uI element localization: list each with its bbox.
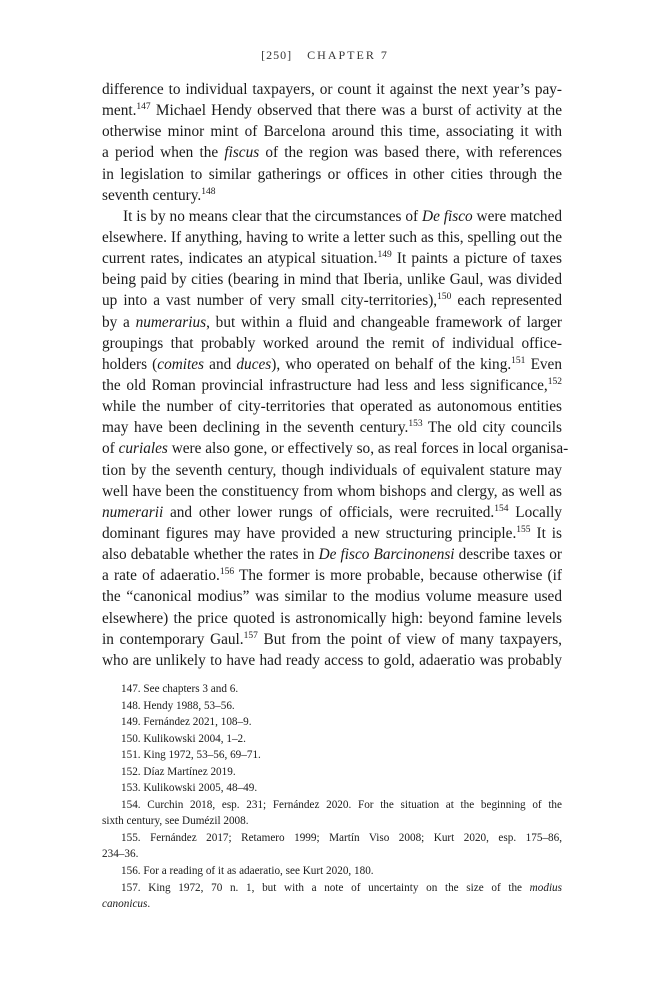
- text-line: difference to individual taxpayers, or count it against the next year’s pay-: [102, 81, 562, 98]
- footnote: 156. For a reading of it as adaeratio, see Kurt 2020, 180.: [121, 865, 374, 878]
- body-text: [102, 79, 569, 671]
- text-line: being paid by cities (bearing in mind that Iberia, unlike Gaul, was divided: [102, 271, 562, 289]
- text-line: in legislation to similar gatherings or offices in other cities through the: [102, 165, 562, 183]
- footnote-ref[interactable]: 157: [243, 630, 258, 641]
- text-line: ment.$^{147}$ Michael Hendy observed that there was a burst of activity at the: [102, 102, 562, 120]
- footnote-ref[interactable]: 153: [408, 419, 423, 430]
- footnote-ref[interactable]: 151: [511, 355, 526, 366]
- footnote-continued: 234–36.: [102, 848, 139, 861]
- text-line: tion by the seventh century, though individuals of equivalent stature may: [102, 461, 562, 479]
- footnote: 155. Fernández 2017; Retamero 1999; Martín Viso 2008; Kurt 2020, esp. 175–86,: [121, 831, 562, 844]
- footnote-continued: sixth century, see Dumézil 2008.: [102, 815, 249, 828]
- text-line: who are unlikely to have had ready access to gold, adaeratio was probably: [102, 651, 562, 669]
- footnote-continued: canonicus.: [102, 898, 151, 911]
- page-number: [250]: [261, 48, 293, 62]
- chapter-title: CHAPTER 7: [307, 48, 389, 62]
- text-line: elsewhere. If anything, having to write a letter such as this, spelling out the: [102, 228, 562, 246]
- footnote-ref[interactable]: 150: [437, 292, 452, 303]
- footnote-ref[interactable]: 147: [136, 102, 151, 113]
- footnote-ref[interactable]: 152: [547, 376, 562, 387]
- text-line: numerarii and other lower rungs of officials, were recruited.$^{154}$ Locally: [102, 503, 562, 521]
- text-line: up into a vast number of very small city-territories),$^{150}$ each represented: [102, 292, 562, 310]
- footnotes: [102, 681, 562, 913]
- text-line: It is by no means clear that the circumstances of De fisco were matched: [123, 207, 563, 225]
- text-line: of curiales were also gone, or effectively so, as real forces in local organisa-: [102, 440, 569, 458]
- text-line: while the number of city-territories that operated as autonomous entities: [102, 398, 562, 416]
- text-line: a rate of adaeratio.$^{156}$ The former is more probable, because otherwise (if: [102, 567, 562, 585]
- text-line: otherwise minor mint of Barcelona around this time, associating it with: [102, 123, 562, 141]
- text-line: the old Roman provincial infrastructure had less and less significance,$^{152}$: [102, 376, 562, 394]
- footnote: 147. See chapters 3 and 6.: [121, 683, 239, 695]
- footnote: 150. Kulikowski 2004, 1–2.: [121, 732, 246, 745]
- text-line: may have been declining in the seventh century.$^{153}$ The old city councils: [102, 419, 563, 437]
- footnote: 148. Hendy 1988, 53–56.: [121, 699, 235, 712]
- running-header: [0, 48, 650, 63]
- text-line: seventh century.$^{148}$: [102, 186, 216, 204]
- text-line: elsewhere) the price quoted is astronomically high: beyond famine levels: [102, 609, 562, 627]
- text-line: current rates, indicates an atypical situation.$^{149}$ It paints a picture of taxes: [102, 250, 562, 268]
- footnote-ref[interactable]: 156: [219, 567, 235, 578]
- footnote: 153. Kulikowski 2005, 48–49.: [121, 782, 258, 795]
- footnote: 152. Díaz Martínez 2019.: [121, 765, 236, 778]
- footnote-ref[interactable]: 154: [494, 503, 509, 514]
- text-line: a period when the fiscus of the region was based there, with references: [102, 144, 562, 162]
- text-line: dominant figures may have provided a new structuring principle.$^{155}$ It is: [102, 524, 562, 542]
- text-line: the “canonical modius” was similar to the modius volume measure used: [102, 588, 562, 606]
- text-line: groupings that probably worked around the remit of individual office-: [102, 334, 562, 352]
- footnote: 157. King 1972, 70 n. 1, but with a note of uncertainty on the size of the modius: [121, 881, 562, 894]
- text-line: by a numerarius, but within a fluid and changeable framework of larger: [102, 313, 562, 331]
- text-line: well have been the constituency from whom bishops and clergy, as well as: [102, 482, 562, 500]
- footnote-ref[interactable]: 155: [516, 524, 531, 535]
- text-line: holders (comites and duces), who operated on behalf of the king.$^{151}$ Even: [102, 355, 562, 373]
- footnote: 154. Curchin 2018, esp. 231; Fernández 2020. For the situation at the beginning of the: [121, 798, 562, 811]
- footnote-ref[interactable]: 149: [377, 250, 392, 261]
- footnote: 151. King 1972, 53–56, 69–71.: [121, 749, 261, 762]
- text-line: also debatable whether the rates in De fisco Barcinonensi describe taxes or: [102, 546, 563, 564]
- text-line: in contemporary Gaul.$^{157}$ But from the point of view of many taxpayers,: [102, 630, 562, 648]
- footnote-ref[interactable]: 148: [201, 186, 216, 197]
- footnote: 149. Fernández 2021, 108–9.: [121, 716, 252, 729]
